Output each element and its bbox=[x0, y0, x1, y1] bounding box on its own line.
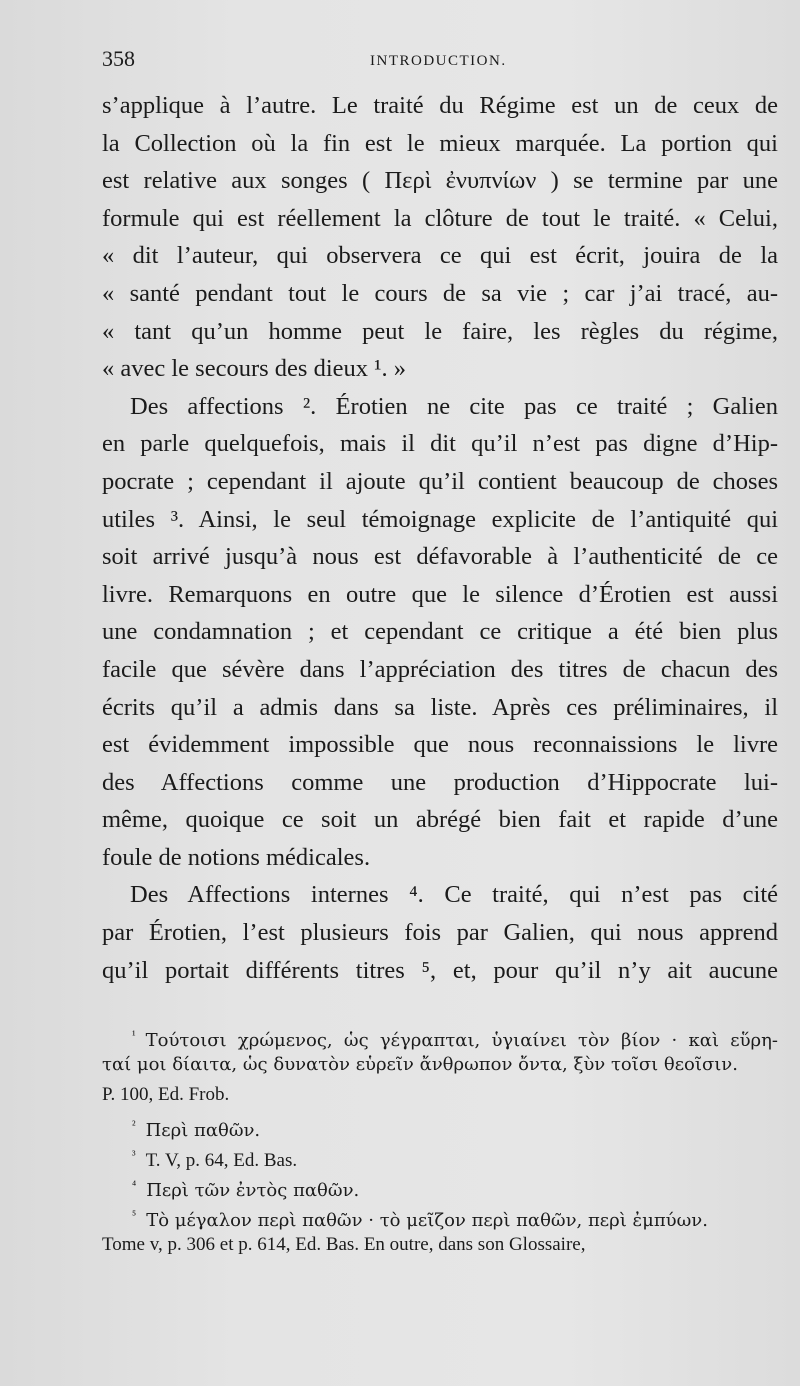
text-line: facile que sévère dans l’appréciation des titres de chacun des bbox=[102, 655, 778, 683]
footnote-text: ταί μοι δίαιτα, ὡς δυνατὸν εὑρεῖν ἄνθρωπον ὄντα, ξὺν τοῖσι θεοῖσιν. bbox=[102, 1054, 738, 1075]
text-line: est évidemment impossible que nous reconnaissions le livre bbox=[102, 731, 778, 759]
footnote-text: Τὸ μέγαλον περὶ παθῶν · τὸ μεῖζον περὶ παθῶν, περὶ ἐμπύων. bbox=[146, 1210, 708, 1230]
text-line: la Collection où la fin est le mieux marquée. La portion qui bbox=[102, 129, 778, 157]
text-line: « tant qu’un homme peut le faire, les règles du régime, bbox=[102, 317, 778, 345]
footnote-marker: ¹ bbox=[132, 1028, 136, 1042]
page-number: 358 bbox=[102, 46, 135, 71]
footnote-text: Tome v, p. 306 et p. 614, Ed. Bas. En outre, dans son Glossaire, bbox=[102, 1234, 586, 1255]
footnote-text: Περὶ τῶν ἐντὸς παθῶν. bbox=[146, 1180, 360, 1200]
running-head: INTRODUCTION. bbox=[370, 53, 507, 69]
text-line: « dit l’auteur, qui observera ce qui est écrit, jouira de la bbox=[102, 242, 778, 270]
text-line: utiles ³. Ainsi, le seul témoignage explicite de l’antiquité qui bbox=[102, 505, 778, 533]
footnote-3 bbox=[102, 1140, 778, 1170]
text-line: des Affections comme une production d’Hippocrate lui- bbox=[102, 768, 778, 796]
footnote-marker: ⁵ bbox=[132, 1208, 137, 1222]
text-line: par Érotien, l’est plusieurs fois par Galien, qui nous apprend bbox=[102, 919, 778, 947]
text-line: une condamnation ; et cependant ce critique a été bien plus bbox=[102, 618, 778, 646]
footnote-marker: ³ bbox=[132, 1148, 136, 1162]
text-line: foule de notions médicales. bbox=[102, 843, 371, 871]
footnote-text: T. V, p. 64, Ed. Bas. bbox=[145, 1150, 298, 1170]
footnote-text: Περὶ παθῶν. bbox=[145, 1120, 261, 1140]
text-line: pocrate ; cependant il ajoute qu’il contient beaucoup de choses bbox=[102, 467, 778, 495]
main-text bbox=[102, 87, 778, 989]
text-line: même, quoique ce soit un abrégé bien fait et rapide d’une bbox=[102, 806, 778, 834]
footnote-1 bbox=[102, 1020, 778, 1050]
text-line: qu’il portait différents titres ⁵, et, pour qu’il n’y ait aucune bbox=[102, 956, 778, 984]
footnote-text: P. 100, Ed. Frob. bbox=[102, 1084, 230, 1105]
footnote-marker: ⁴ bbox=[132, 1178, 137, 1192]
text-line: est relative aux songes ( Περὶ ἐνυπνίων ) se termine par une bbox=[102, 167, 778, 195]
text-line: « avec le secours des dieux ¹. » bbox=[102, 355, 406, 383]
text-line: livre. Remarquons en outre que le silence d’Érotien est aussi bbox=[102, 580, 778, 608]
footnotes bbox=[102, 1020, 778, 1260]
text-line: en parle quelquefois, mais il dit qu’il n’est pas digne d’Hip- bbox=[102, 430, 778, 458]
footnote-text: Τούτοισι χρώμενος, ὡς γέγραπται, ὑγιαίνει τὸν βίον · καὶ εὕρη- bbox=[145, 1030, 778, 1050]
footnote-marker: ² bbox=[132, 1118, 136, 1132]
page-header bbox=[102, 46, 772, 76]
text-line: s’applique à l’autre. Le traité du Régime est un de ceux de bbox=[102, 92, 778, 119]
section-heading-line: Des Affections internes ⁴. Ce traité, qui n’est pas cité bbox=[130, 881, 778, 909]
text-line: « santé pendant tout le cours de sa vie ; car j’ai tracé, au- bbox=[102, 279, 778, 307]
footnote-5 bbox=[102, 1200, 778, 1230]
section-heading-line: Des affections ². Érotien ne cite pas ce traité ; Galien bbox=[130, 392, 778, 420]
text-line: formule qui est réellement la clôture de tout le traité. « Celui, bbox=[102, 204, 778, 232]
footnote-2 bbox=[102, 1110, 778, 1140]
text-line: soit arrivé jusqu’à nous est défavorable à l’authenticité de ce bbox=[102, 543, 778, 571]
footnote-4 bbox=[102, 1170, 778, 1200]
text-line: écrits qu’il a admis dans sa liste. Après ces préliminaires, il bbox=[102, 693, 778, 721]
